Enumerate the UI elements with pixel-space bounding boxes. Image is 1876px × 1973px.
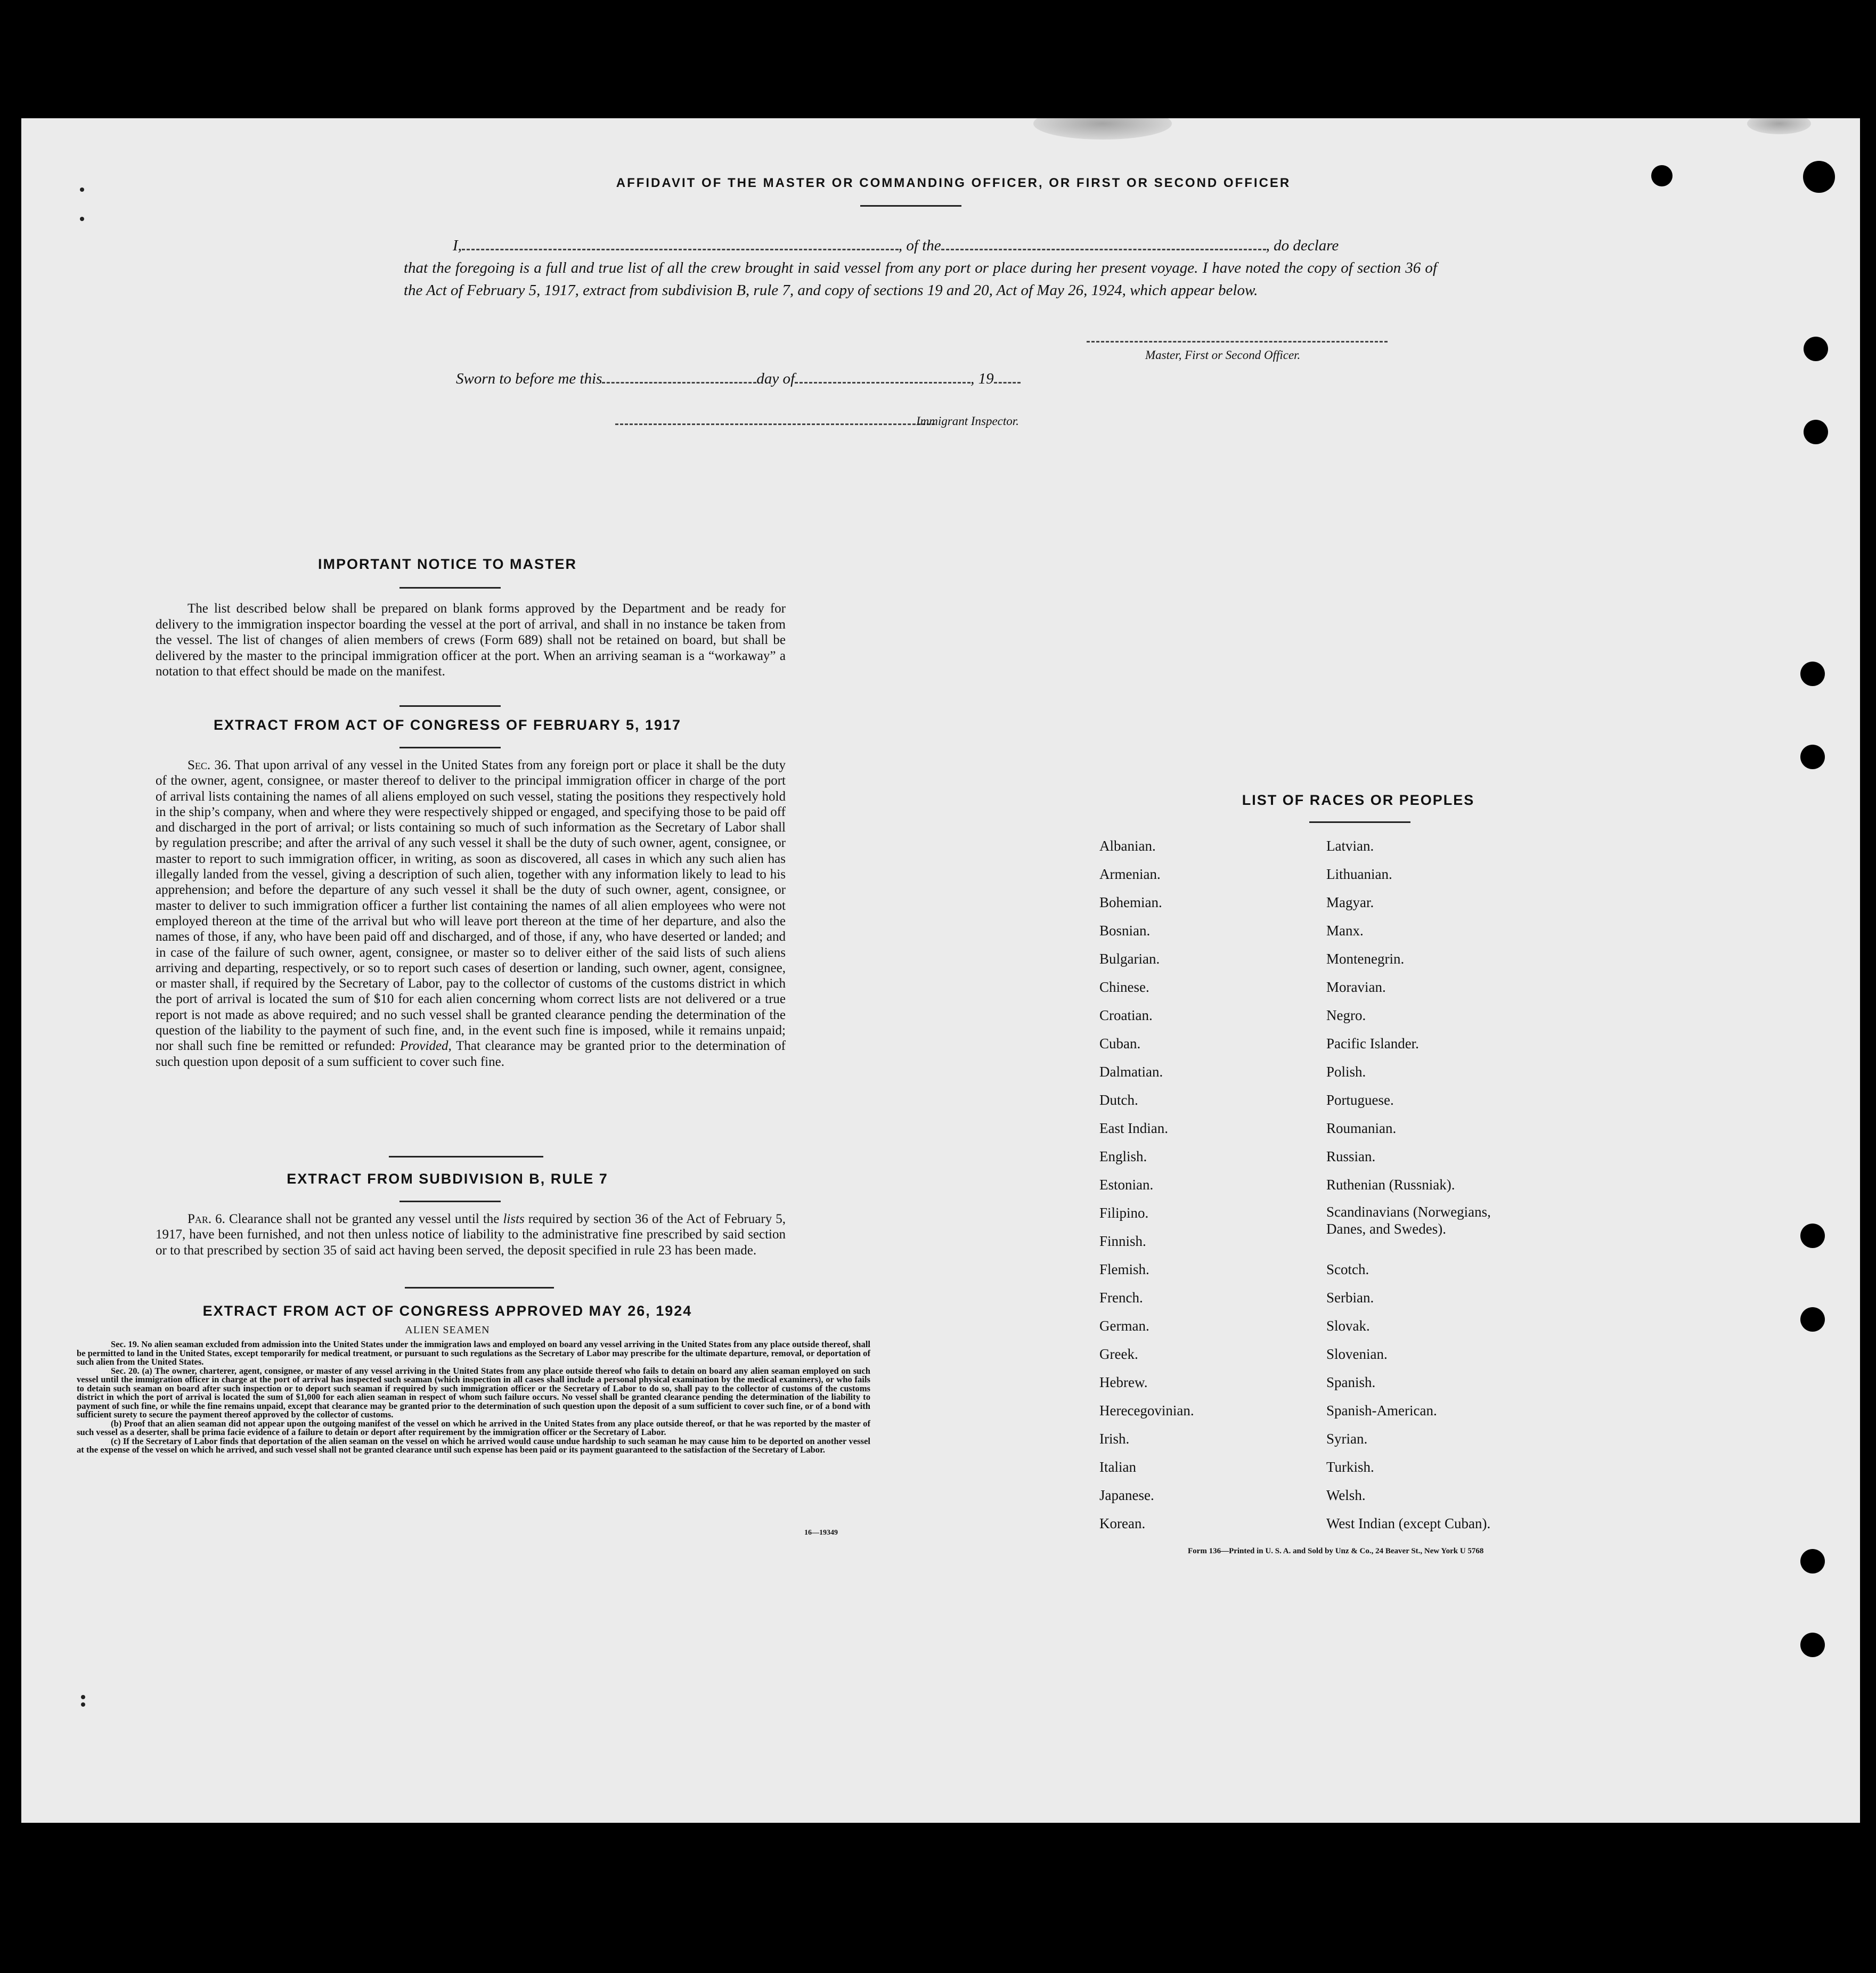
race-item: Japanese. bbox=[1099, 1487, 1154, 1503]
race-item: Dalmatian. bbox=[1099, 1064, 1163, 1080]
act-1924-sec20c: (c) If the Secretary of Labor finds that deportation of the alien seaman on the vessel on which he arrived would cause undue hardship to such seaman he may cause him to be deported on another vessel at the expense of the vessel on which he arrived, and such vessel shall not be granted clearance until such expense has been paid or its payment guaranteed to the satisfaction of the Secretary of Labor. bbox=[77, 1436, 870, 1455]
race-item: Turkish. bbox=[1326, 1459, 1374, 1475]
act-1924-body bbox=[77, 1340, 870, 1455]
race-item: Chinese. bbox=[1099, 979, 1149, 995]
race-item: Dutch. bbox=[1099, 1092, 1138, 1108]
race-item: Pacific Islander. bbox=[1326, 1036, 1419, 1051]
paper-stain bbox=[1747, 118, 1811, 134]
race-item: Scotch. bbox=[1326, 1261, 1369, 1277]
race-item: Polish. bbox=[1326, 1064, 1366, 1080]
race-item: Albanian. bbox=[1099, 838, 1156, 854]
race-item: Italian bbox=[1099, 1459, 1136, 1475]
races-title: LIST OF RACES OR PEOPLES bbox=[1242, 792, 1475, 808]
race-item: Herecegovinian. bbox=[1099, 1403, 1194, 1418]
sworn-year: , 19 bbox=[970, 370, 994, 387]
race-item: Greek. bbox=[1099, 1346, 1138, 1362]
sworn-year-blank[interactable] bbox=[994, 368, 1021, 384]
act-1917-section-label: Sec. 36. bbox=[187, 758, 231, 772]
race-item: Irish. bbox=[1099, 1431, 1130, 1447]
races-right-column bbox=[1326, 832, 1491, 1538]
race-item-scandinavians: Scandinavians (Norwegians, Danes, and Swedes). bbox=[1326, 1204, 1491, 1237]
inspector-signature-line[interactable] bbox=[615, 423, 935, 425]
act-1924-title: EXTRACT FROM ACT OF CONGRESS APPROVED MAY 26, 1924 bbox=[202, 1303, 692, 1319]
rule7-text-end: required by section 36 of the Act of February 5, 1917, have been furnished, and not then unless notice of liability to the administrative fine prescribed by said section or to that prescribed by section 35 of said act having been served, the deposit specified in rule 23 has been made. bbox=[156, 1212, 786, 1258]
paper-stain bbox=[1033, 118, 1172, 140]
act-1917-end-rule bbox=[389, 1156, 543, 1157]
race-item: Serbian. bbox=[1326, 1290, 1374, 1306]
race-item: Korean. bbox=[1099, 1515, 1146, 1531]
act-1917-title: EXTRACT FROM ACT OF CONGRESS OF FEBRUARY 5, 1917 bbox=[213, 717, 682, 733]
race-item: Lithuanian. bbox=[1326, 866, 1392, 882]
race-item: Syrian. bbox=[1326, 1431, 1368, 1447]
sworn-line bbox=[456, 368, 1021, 390]
race-item: Cuban. bbox=[1099, 1036, 1141, 1051]
act-1924-sec20a: Sec. 20. (a) The owner, charterer, agent, consignee, or master of any vessel arriving in the United States from any place outside thereof who fails to detain on board any alien seaman employed on such vessel until the immigration officer in charge at the port of arrival has inspected such seaman (which inspection in all cases shall include a personal physical examination by the medical examiners), or who fails to detain such seaman on board after such inspection or to deport such seaman if required by such immigration officer or the Secretary of Labor to do so, shall pay to the collector of customs of the customs district in which the port of arrival is located the sum of $1,000 for each alien seaman in respect of whom such failure occurs. No vessel shall be granted clearance pending the determination of the liability to payment of such fine, or while the fine remains unpaid, except that clearance may be granted prior to the determination of such question upon the deposit of a sum sufficient to cover such fine, or of a bond with sufficient surety to secure the payment thereof approved by the collector of customs. bbox=[77, 1365, 870, 1420]
race-item: East Indian. bbox=[1099, 1120, 1168, 1136]
race-item: Bohemian. bbox=[1099, 894, 1162, 910]
affidavit-of-the: , of the bbox=[898, 237, 941, 254]
punch-hole bbox=[1800, 1224, 1825, 1248]
race-item: Croatian. bbox=[1099, 1007, 1153, 1023]
rule7-end-rule bbox=[405, 1287, 554, 1289]
vessel-blank[interactable] bbox=[941, 235, 1266, 250]
race-item: Slovak. bbox=[1326, 1318, 1370, 1334]
act-1917-text: That upon arrival of any vessel in the United States from any foreign port or place it shall be the duty of the owner, agent, consignee, or master thereof to deliver to the principal immigration officer in charge of the port of arrival lists containing the names of all aliens employed on such vessel, stating the positions they respectively hold in the ship’s company, when and where they were respectively shipped or engaged, and specifying those to be paid off and discharged in the port of arrival; or lists containing so much of such information as the Secretary of Labor shall by regulation prescribe; and after the arrival of any such vessel it shall be the duty of such owner, agent, consignee, or master to report to such immigration officer, in writing, as soon as discovered, all cases in which any such alien has illegally landed from the vessel, giving a description of such alien, together with any information likely to lead to his apprehension; and before the departure of any such vessel it shall be the duty of such owner, agent, consignee, or master to deliver to such immigration officer a further list containing the names of all alien employees who were not employed thereon at the time of the arrival but who will leave port thereon at the time of her departure, and also the names of those, if any, who have been paid off and discharged, and of those, if any, who have deserted or landed; and in case of the failure of such owner, agent, consignee, or master so to deliver either of the said lists of such aliens arriving and departing, respectively, or so to report such cases of desertion or landing, such owner, agent, consignee, or master shall, if required by the Secretary of Labor, pay to the collector of customs of the customs district in which the port of arrival is located the sum of $10 for each alien concerning whom correct lists are not delivered or a true report is not made as above required; and no such vessel shall be granted clearance pending the determination of the question of the liability to the payment of such fine, and, in the event such fine is imposed, while it remains unpaid; nor shall such fine be remitted or refunded: bbox=[156, 758, 786, 1054]
race-item: Filipino. bbox=[1099, 1205, 1149, 1221]
sworn-day-of: day of bbox=[756, 370, 795, 387]
punch-hole bbox=[1804, 337, 1828, 361]
race-item: Slovenian. bbox=[1326, 1346, 1388, 1362]
race-item: Hebrew. bbox=[1099, 1374, 1148, 1390]
inspector-label: Immigrant Inspector. bbox=[916, 414, 1019, 428]
sworn-prefix: Sworn to before me this bbox=[456, 370, 602, 387]
rule7-text: Clearance shall not be granted any vessel until the bbox=[229, 1212, 500, 1226]
act-1924-sec20b: (b) Proof that an alien seaman did not appear upon the outgoing manifest of the vessel on which he arrived in the United States from any place outside thereof, or that he was reported by the master of such vessel as a deserter, shall be prima facie evidence of a failure to detain or deport after requirement by the immigration officer or the Secretary of Labor. bbox=[77, 1418, 870, 1437]
name-blank[interactable] bbox=[462, 235, 899, 250]
race-item: Portuguese. bbox=[1326, 1092, 1394, 1108]
act-1924-footnote: 16—19349 bbox=[804, 1529, 838, 1537]
affidavit-do-declare: , do declare bbox=[1266, 237, 1339, 254]
race-item: Welsh. bbox=[1326, 1487, 1366, 1503]
document-page bbox=[21, 118, 1860, 1823]
paper-speck bbox=[80, 217, 84, 221]
race-item: French. bbox=[1099, 1290, 1143, 1306]
act-1917-body bbox=[156, 757, 786, 1070]
punch-hole bbox=[1800, 1633, 1825, 1657]
race-item: Moravian. bbox=[1326, 979, 1386, 995]
rule7-lists: lists bbox=[503, 1212, 525, 1226]
race-item: West Indian (except Cuban). bbox=[1326, 1515, 1491, 1531]
affidavit-title: AFFIDAVIT OF THE MASTER OR COMMANDING OFFICER, OR FIRST OR SECOND OFFICER bbox=[616, 176, 1291, 190]
punch-hole bbox=[1800, 1307, 1825, 1332]
form-footer: Form 136—Printed in U. S. A. and Sold by Unz & Co., 24 Beaver St., New York U 5768 bbox=[1188, 1547, 1484, 1555]
races-rule bbox=[1309, 821, 1410, 823]
race-item: Spanish-American. bbox=[1326, 1403, 1437, 1418]
race-item: Magyar. bbox=[1326, 894, 1374, 910]
affidavit-i: I, bbox=[453, 237, 462, 254]
notice-title: IMPORTANT NOTICE TO MASTER bbox=[318, 556, 577, 572]
race-item: Flemish. bbox=[1099, 1261, 1149, 1277]
rule7-body bbox=[156, 1211, 786, 1258]
signature-line[interactable] bbox=[1087, 341, 1388, 343]
race-item: Armenian. bbox=[1099, 866, 1161, 882]
races-left-column bbox=[1099, 832, 1194, 1538]
race-item: Finnish. bbox=[1099, 1233, 1146, 1249]
race-item: English. bbox=[1099, 1148, 1147, 1164]
punch-hole bbox=[1651, 165, 1673, 186]
paper-speck bbox=[80, 187, 84, 192]
race-item: Manx. bbox=[1326, 923, 1364, 939]
punch-hole bbox=[1800, 1549, 1825, 1573]
punch-hole bbox=[1800, 745, 1825, 769]
race-item: Roumanian. bbox=[1326, 1120, 1397, 1136]
notice-end-rule bbox=[399, 705, 501, 707]
race-item: Montenegrin. bbox=[1326, 951, 1405, 967]
race-item: Russian. bbox=[1326, 1148, 1376, 1164]
act-1924-subtitle: ALIEN SEAMEN bbox=[405, 1324, 490, 1336]
affidavit-body: that the foregoing is a full and true list of all the crew brought in said vessel from any port or place during her present voyage. I have noted the copy of section 36 of the Act of February 5, 1917, extract from subdivision B, rule 7, and copy of sections 19 and 20, Act of May 26, 1924, which appear below. bbox=[404, 259, 1437, 299]
act-1924-sec19: Sec. 19. No alien seaman excluded from admission into the United States under the immigration laws and employed on board any vessel arriving in the United States from any place outside thereof, shall be permitted to land in the United States, except temporarily for medical treatment, or pursuant to such regulations as the Secretary of Labor may prescribe for the ultimate departure, removal, or deportation of such alien from the United States. bbox=[77, 1339, 870, 1367]
act-1917-provided: Provided, bbox=[399, 1039, 452, 1054]
rule7-rule bbox=[399, 1201, 501, 1202]
punch-hole bbox=[1804, 420, 1828, 444]
punch-hole bbox=[1800, 662, 1825, 686]
race-item: Ruthenian (Russniak). bbox=[1326, 1177, 1455, 1193]
notice-body: The list described below shall be prepared on blank forms approved by the Department and be ready for delivery to the immigration inspector boarding the vessel at the port of arrival, and shall in no instance be taken from the vessel. The list of changes of alien members of crews (Form 689) shall not be retained on board, but shall be delivered by the master to the principal immigration officer at the port. When an arriving seaman is a “workaway” a notation to that effect should be made on the manifest. bbox=[156, 601, 786, 679]
title-rule bbox=[860, 205, 961, 207]
race-item: Bosnian. bbox=[1099, 923, 1151, 939]
race-item: Latvian. bbox=[1326, 838, 1374, 854]
signature-label: Master, First or Second Officer. bbox=[1145, 348, 1301, 362]
notice-rule bbox=[399, 587, 501, 589]
race-item: Estonian. bbox=[1099, 1177, 1154, 1193]
sworn-day-blank[interactable] bbox=[602, 368, 756, 384]
race-item: Negro. bbox=[1326, 1007, 1366, 1023]
affidavit-declaration-line bbox=[453, 234, 1438, 257]
race-item: Spanish. bbox=[1326, 1374, 1376, 1390]
race-item: Bulgarian. bbox=[1099, 951, 1160, 967]
rule7-par-label: Par. 6. bbox=[187, 1212, 225, 1226]
paper-speck bbox=[81, 1695, 85, 1699]
race-item: German. bbox=[1099, 1318, 1149, 1334]
sworn-month-blank[interactable] bbox=[795, 368, 970, 384]
act-1917-text-end: That clearance may be granted prior to the determination of such question upon deposit of a sum sufficient to cover such fine. bbox=[156, 1039, 786, 1069]
paper-speck bbox=[81, 1702, 85, 1707]
act-1917-rule bbox=[399, 747, 501, 748]
rule7-title: EXTRACT FROM SUBDIVISION B, RULE 7 bbox=[287, 1171, 608, 1187]
punch-hole bbox=[1803, 161, 1835, 193]
